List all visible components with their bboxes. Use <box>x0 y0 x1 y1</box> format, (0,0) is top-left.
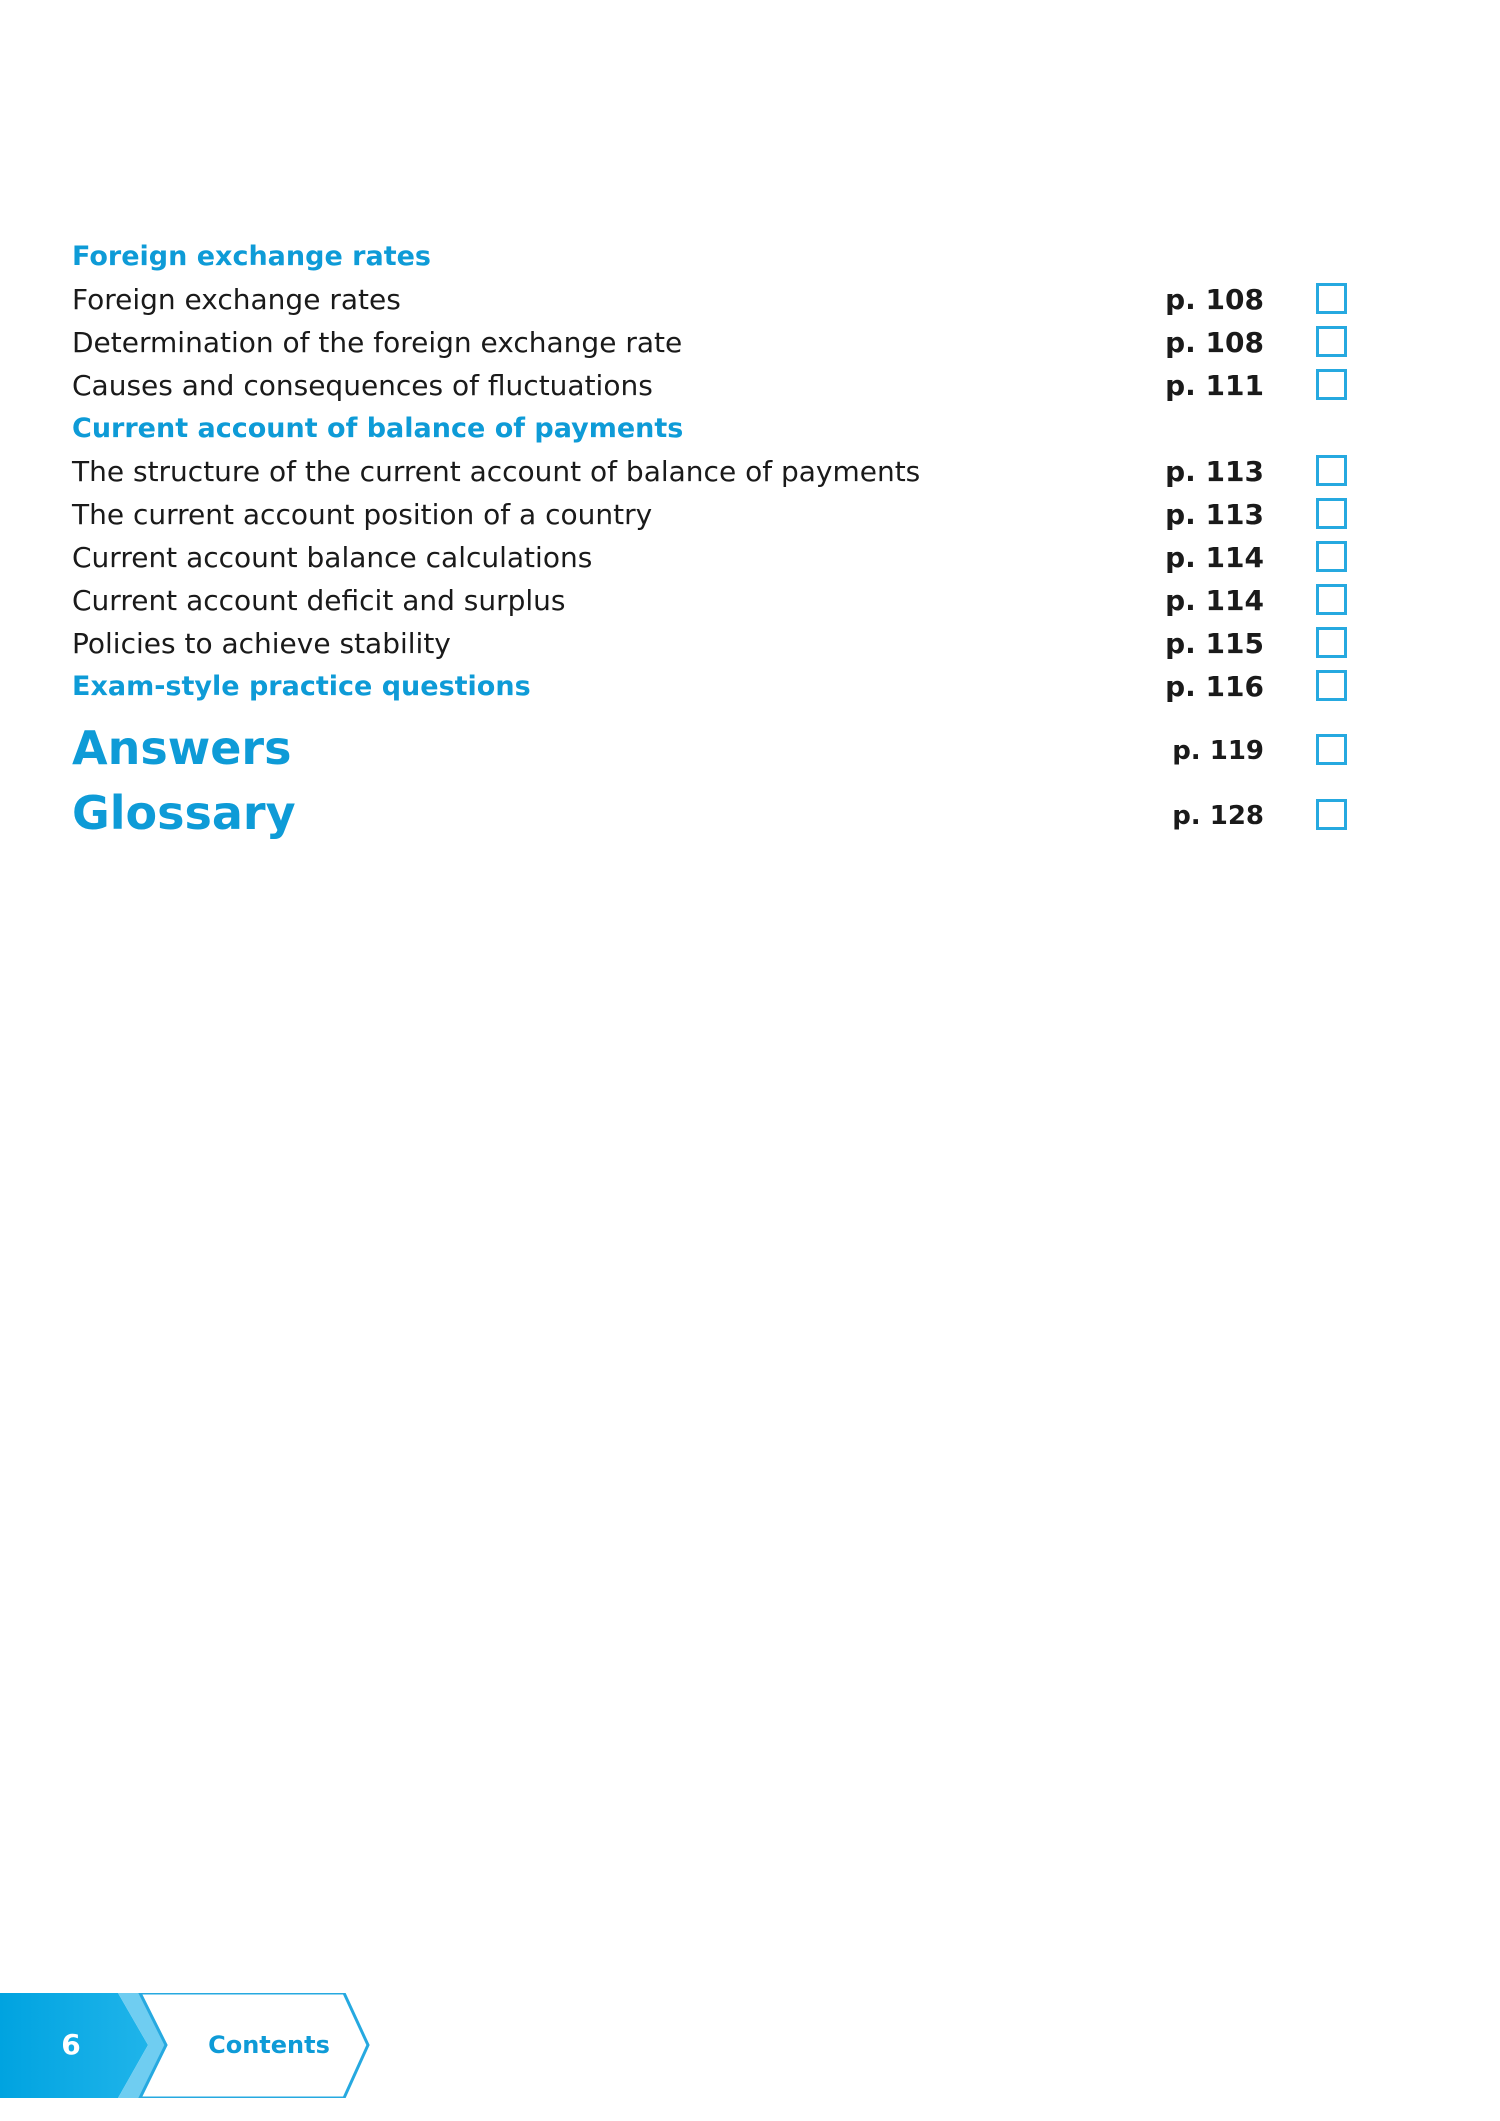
page-footer <box>0 1993 400 2098</box>
entry-page: p. 114 <box>1165 584 1264 617</box>
section-heading-foreign-exchange <box>72 236 1292 278</box>
progress-checkbox[interactable] <box>1316 326 1347 357</box>
toc-entry-answers <box>72 718 1292 778</box>
progress-checkbox[interactable] <box>1316 455 1347 486</box>
toc-entry <box>72 580 1292 622</box>
glossary-label: Glossary <box>72 786 296 840</box>
entry-page: p. 115 <box>1165 627 1264 660</box>
progress-checkbox[interactable] <box>1316 541 1347 572</box>
entry-label: Policies to achieve stability <box>72 627 451 660</box>
progress-checkbox[interactable] <box>1316 498 1347 529</box>
section-title: Foreign exchange rates <box>72 241 431 272</box>
entry-label: The structure of the current account of balance of payments <box>72 455 921 488</box>
toc-entry-practice <box>72 666 1292 708</box>
entry-label: The current account position of a country <box>72 498 653 531</box>
toc-entry-glossary <box>72 783 1292 843</box>
toc-entry <box>72 322 1292 364</box>
entry-label: Foreign exchange rates <box>72 283 401 316</box>
entry-label: Causes and consequences of fluctuations <box>72 369 653 402</box>
progress-checkbox[interactable] <box>1316 734 1347 765</box>
practice-label: Exam-style practice questions <box>72 671 531 702</box>
footer-section-label: Contents <box>208 2031 330 2059</box>
entry-label: Current account balance calculations <box>72 541 593 574</box>
progress-checkbox[interactable] <box>1316 670 1347 701</box>
toc-entry <box>72 451 1292 493</box>
toc-entry <box>72 365 1292 407</box>
section-heading-current-account <box>72 408 1292 450</box>
entry-page: p. 108 <box>1165 326 1264 359</box>
entry-label: Current account deficit and surplus <box>72 584 566 617</box>
toc-entry <box>72 494 1292 536</box>
progress-checkbox[interactable] <box>1316 799 1347 830</box>
entry-page: p. 116 <box>1165 670 1264 703</box>
entry-page: p. 114 <box>1165 541 1264 574</box>
entry-page: p. 128 <box>1172 801 1264 831</box>
entry-page: p. 111 <box>1165 369 1264 402</box>
progress-checkbox[interactable] <box>1316 627 1347 658</box>
entry-page: p. 113 <box>1165 498 1264 531</box>
toc-entry <box>72 537 1292 579</box>
toc-entry <box>72 279 1292 321</box>
entry-page: p. 119 <box>1172 736 1264 766</box>
progress-checkbox[interactable] <box>1316 369 1347 400</box>
entry-page: p. 113 <box>1165 455 1264 488</box>
progress-checkbox[interactable] <box>1316 283 1347 314</box>
progress-checkbox[interactable] <box>1316 584 1347 615</box>
answers-label: Answers <box>72 721 292 775</box>
page-number: 6 <box>61 2028 81 2061</box>
section-title: Current account of balance of payments <box>72 413 684 444</box>
toc-entry <box>72 623 1292 665</box>
entry-page: p. 108 <box>1165 283 1264 316</box>
entry-label: Determination of the foreign exchange rate <box>72 326 683 359</box>
